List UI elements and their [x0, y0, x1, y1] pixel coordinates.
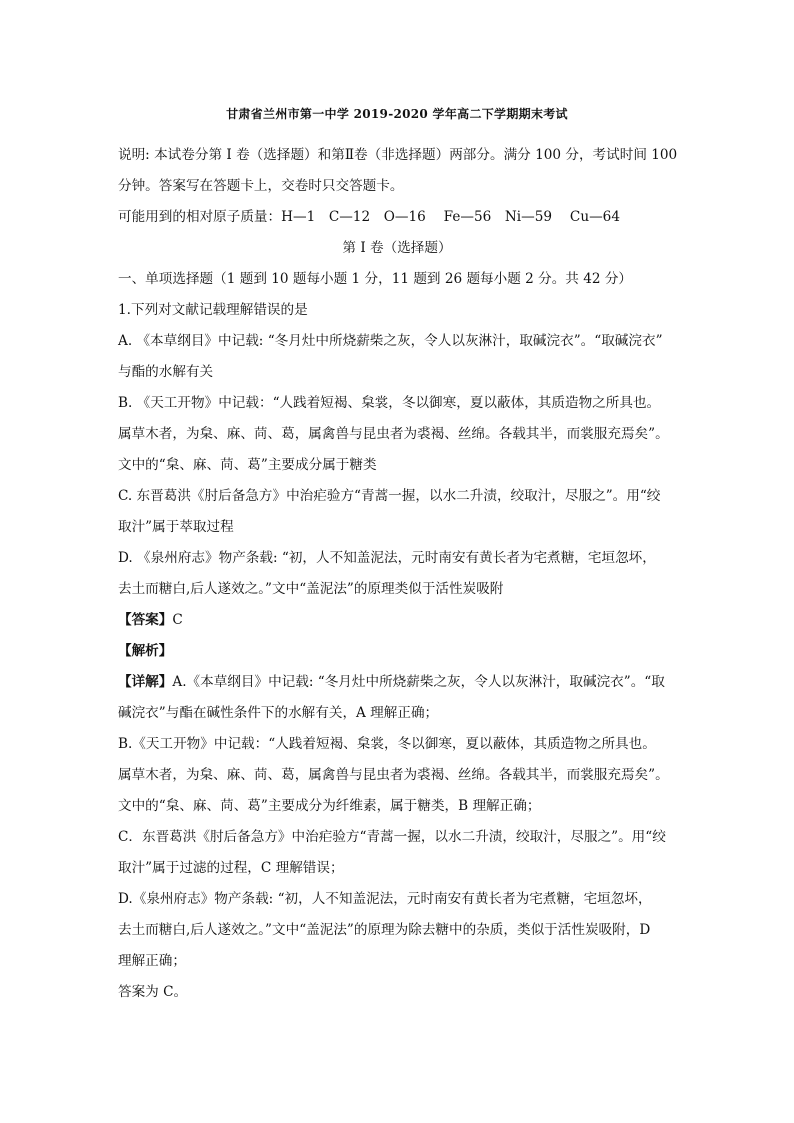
detail-line: B.《天工开物》中记载：“人践着短褐、枲裳，冬以御寒，夏以蔽体，其质造物之所具也。	[118, 736, 656, 752]
conclusion-line: 答案为 C。	[118, 984, 188, 1000]
answer-label: 【答案】	[118, 612, 173, 628]
option-line: A. 《本草纲目》中记载: “冬月灶中所烧薪柴之灰，令人以灰淋汁，取碱浣衣”。“取碱浣衣”	[118, 333, 663, 349]
detail-label: 【详解】	[118, 674, 173, 690]
detail-text: A.《本草纲目》中记载: “冬月灶中所烧薪柴之灰，令人以灰淋汁，取碱浣衣”。“取	[172, 674, 665, 690]
detail-line: C．东晋葛洪《肘后备急方》中治疟验方“青蒿一握，以水二升渍，绞取汁，尽服之”。用“绞	[118, 829, 666, 845]
intro-line: 分钟。答案写在答题卡上，交卷时只交答题卡。	[118, 178, 404, 194]
detail-line: 属草木者，为枲、麻、苘、葛，属禽兽与昆虫者为裘褐、丝绵。各载其半，而裳服充焉矣”。	[118, 767, 669, 783]
option-line: 去土而糖白,后人遂效之。”文中“盖泥法”的原理类似于活性炭吸附	[118, 581, 504, 597]
atomic-mass-line: 可能用到的相对原子质量：H—1 C—12 O—16 Fe—56 Ni—59 Cu—64	[118, 209, 620, 225]
option-line: C. 东晋葛洪《肘后备急方》中治疟验方“青蒿一握，以水二升渍，绞取汁，尽服之”。用“绞	[118, 488, 661, 504]
detail-line	[118, 672, 698, 692]
option-line: 与酯的水解有关	[118, 364, 214, 380]
option-line: 取汁”属于萃取过程	[118, 519, 234, 535]
answer-line	[118, 610, 698, 630]
option-line: 文中的“枲、麻、苘、葛”主要成分属于糖类	[118, 457, 377, 473]
detail-line: 取汁”属于过滤的过程，C 理解错误；	[118, 860, 344, 876]
detail-line: D.《泉州府志》物产条载: “初，人不知盖泥法，元时南安有黄长者为宅煮糖，宅垣忽坏，	[118, 891, 652, 907]
question-stem: 1.下列对文献记载理解错误的是	[118, 302, 308, 318]
section-title: 第 I 卷（选择题）	[342, 240, 452, 256]
page-title: 甘肃省兰州市第一中学 2019-2020 学年高二下学期期末考试	[226, 107, 568, 121]
option-line: 属草木者，为枲、麻、苘、葛，属禽兽与昆虫者为裘褐、丝绵。各载其半，而裳服充焉矣”。	[118, 426, 669, 442]
detail-line: 理解正确；	[118, 953, 186, 969]
intro-line: 说明: 本试卷分第 I 卷（选择题）和第Ⅱ卷（非选择题）两部分。满分 100 分，考试时间 100	[118, 147, 678, 163]
option-line: D. 《泉州府志》物产条载: “初，人不知盖泥法，元时南安有黄长者为宅煮糖，宅垣忽坏，	[118, 550, 656, 566]
detail-line: 去土而糖白,后人遂效之。”文中“盖泥法”的原理为除去糖中的杂质，类似于活性炭吸附，D	[118, 922, 651, 938]
answer-value: C	[172, 612, 183, 628]
detail-line: 碱浣衣”与酯在碱性条件下的水解有关，A 理解正确；	[118, 705, 439, 721]
section-description: 一、单项选择题（1 题到 10 题每小题 1 分，11 题到 26 题每小题 2 分。共 42 分）	[118, 271, 633, 287]
option-line: B. 《天工开物》中记载：“人践着短褐、枲裳，冬以御寒，夏以蔽体，其质造物之所具也。	[118, 395, 661, 411]
detail-line: 文中的“枲、麻、苘、葛”主要成分为纤维素，属于糖类，B 理解正确；	[118, 798, 541, 814]
analysis-label: 【解析】	[118, 643, 173, 659]
